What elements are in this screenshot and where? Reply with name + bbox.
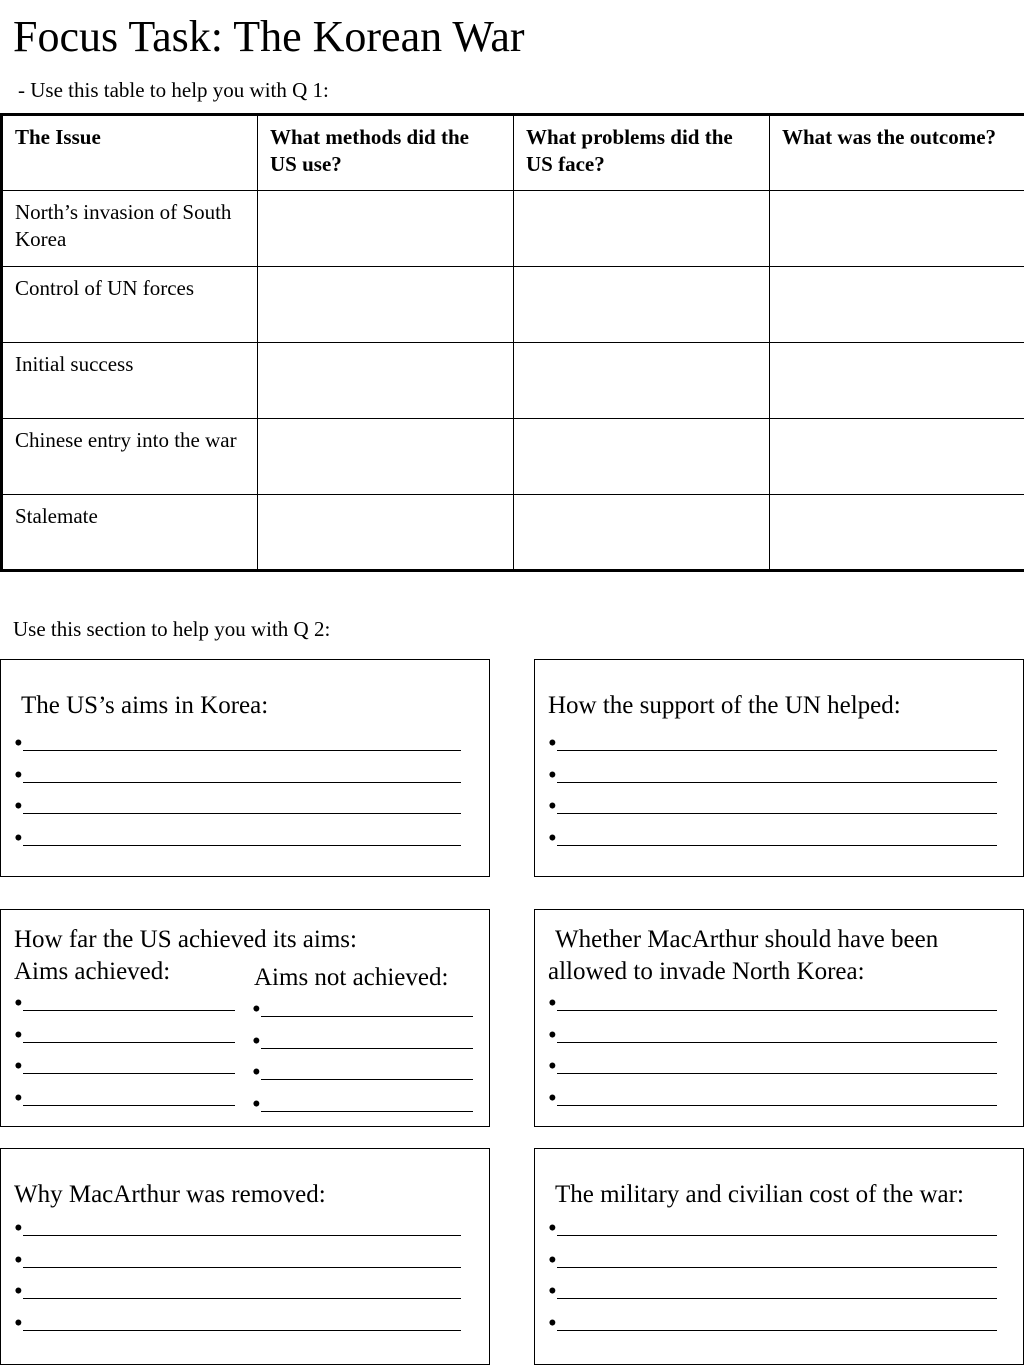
outcome-cell[interactable] — [770, 267, 1024, 343]
issue-cell: North’s invasion of South Korea — [2, 191, 258, 267]
aims-achieved-box — [0, 909, 490, 1127]
answer-line[interactable] — [14, 1213, 461, 1245]
answer-line[interactable] — [14, 1245, 461, 1277]
not-achieved-lines — [252, 994, 473, 1120]
un-support-title: How the support of the UN helped: — [548, 692, 901, 719]
methods-cell[interactable] — [258, 419, 514, 495]
answer-line[interactable] — [548, 1051, 997, 1083]
table-instruction: - Use this table to help you with Q 1: — [18, 78, 329, 102]
bullet-icon: • — [548, 1246, 557, 1274]
bullet-icon: • — [14, 730, 23, 757]
answer-line[interactable] — [14, 823, 461, 855]
outcome-cell[interactable] — [770, 343, 1024, 419]
bullet-icon: • — [14, 761, 23, 789]
answer-line[interactable] — [548, 1213, 997, 1245]
answer-line[interactable] — [548, 1276, 997, 1308]
macarthur-removed-box — [0, 1148, 490, 1365]
answer-line[interactable] — [548, 1245, 997, 1277]
issue-cell: Control of UN forces — [2, 267, 258, 343]
bullet-icon: • — [14, 824, 23, 852]
issue-cell: Initial success — [2, 343, 258, 419]
bullet-icon: • — [548, 1021, 557, 1049]
outcome-cell[interactable] — [770, 191, 1024, 267]
bullet-icon: • — [14, 1309, 23, 1337]
macarthur-removed-lines — [14, 1213, 461, 1339]
bullet-icon: • — [252, 1059, 261, 1086]
answer-line[interactable] — [14, 1083, 235, 1115]
answer-line[interactable] — [14, 1020, 235, 1052]
page-title: Focus Task: The Korean War — [13, 12, 525, 61]
table-row — [2, 267, 1024, 343]
bullet-icon: • — [548, 1309, 557, 1337]
bullet-icon: • — [14, 1021, 23, 1049]
answer-line[interactable] — [548, 988, 997, 1020]
outcome-cell[interactable] — [770, 495, 1024, 571]
methods-cell[interactable] — [258, 495, 514, 571]
answer-line[interactable] — [548, 791, 997, 823]
answer-line[interactable] — [14, 1276, 461, 1308]
bullet-icon: • — [548, 730, 557, 757]
issue-cell: Chinese entry into the war — [2, 419, 258, 495]
bullet-icon: • — [548, 793, 557, 820]
methods-cell[interactable] — [258, 267, 514, 343]
bullet-icon: • — [14, 1246, 23, 1274]
bullet-icon: • — [252, 996, 261, 1023]
achieved-lines — [14, 988, 235, 1114]
problems-cell[interactable] — [514, 267, 770, 343]
bullet-icon: • — [548, 1278, 557, 1305]
answer-line[interactable] — [548, 760, 997, 792]
macarthur-invade-box — [534, 909, 1024, 1127]
us-aims-box — [0, 659, 490, 877]
table-row — [2, 191, 1024, 267]
issue-cell: Stalemate — [2, 495, 258, 571]
not-achieved-label: Aims not achieved: — [254, 964, 449, 991]
answer-line[interactable] — [14, 791, 461, 823]
achieved-label: Aims achieved: — [14, 958, 171, 985]
section-instruction: Use this section to help you with Q 2: — [13, 617, 331, 641]
bullet-icon: • — [548, 1053, 557, 1080]
macarthur-invade-title: Whether MacArthur should have been — [555, 926, 939, 953]
un-support-box — [534, 659, 1024, 877]
bullet-icon: • — [548, 1084, 557, 1112]
problems-cell[interactable] — [514, 495, 770, 571]
answer-line[interactable] — [548, 728, 997, 760]
table-header-row — [2, 115, 1024, 191]
problems-cell[interactable] — [514, 191, 770, 267]
bullet-icon: • — [14, 1053, 23, 1080]
bullet-icon: • — [14, 1084, 23, 1112]
bullet-icon: • — [14, 990, 23, 1017]
header-problems: What problems did the US face? — [514, 115, 770, 191]
war-cost-lines — [548, 1213, 997, 1339]
un-support-lines — [548, 728, 997, 854]
table-row — [2, 495, 1024, 571]
us-aims-lines — [14, 728, 461, 854]
bullet-icon: • — [252, 1027, 261, 1055]
answer-line[interactable] — [14, 1051, 235, 1083]
problems-cell[interactable] — [514, 419, 770, 495]
answer-line[interactable] — [252, 994, 473, 1026]
bullet-icon: • — [548, 1215, 557, 1242]
methods-cell[interactable] — [258, 191, 514, 267]
answer-line[interactable] — [548, 1083, 997, 1115]
answer-line[interactable] — [252, 1057, 473, 1089]
us-aims-title: The US’s aims in Korea: — [21, 692, 269, 719]
answer-line[interactable] — [548, 823, 997, 855]
problems-cell[interactable] — [514, 343, 770, 419]
bullet-icon: • — [548, 761, 557, 789]
answer-line[interactable] — [548, 1308, 997, 1340]
answer-line[interactable] — [252, 1026, 473, 1058]
table-row — [2, 343, 1024, 419]
bullet-icon: • — [548, 824, 557, 852]
methods-cell[interactable] — [258, 343, 514, 419]
war-cost-title: The military and civilian cost of the war: — [555, 1181, 964, 1208]
macarthur-invade-title-line2: allowed to invade North Korea: — [548, 958, 865, 985]
war-cost-box — [534, 1148, 1024, 1365]
bullet-icon: • — [14, 793, 23, 820]
macarthur-invade-lines — [548, 988, 997, 1114]
bullet-icon: • — [14, 1215, 23, 1242]
answer-line[interactable] — [252, 1089, 473, 1121]
issues-table — [0, 113, 1024, 572]
macarthur-removed-title: Why MacArthur was removed: — [14, 1181, 326, 1208]
answer-line[interactable] — [14, 760, 461, 792]
outcome-cell[interactable] — [770, 419, 1024, 495]
bullet-icon: • — [14, 1278, 23, 1305]
table-row — [2, 419, 1024, 495]
bullet-icon: • — [548, 990, 557, 1017]
header-outcome: What was the outcome? — [770, 115, 1024, 191]
answer-line[interactable] — [14, 988, 235, 1020]
bullet-icon: • — [252, 1090, 261, 1118]
answer-line[interactable] — [14, 728, 461, 760]
header-methods: What methods did the US use? — [258, 115, 514, 191]
answer-line[interactable] — [14, 1308, 461, 1340]
header-issue: The Issue — [2, 115, 258, 191]
answer-line[interactable] — [548, 1020, 997, 1052]
aims-achieved-title: How far the US achieved its aims: — [14, 926, 357, 953]
